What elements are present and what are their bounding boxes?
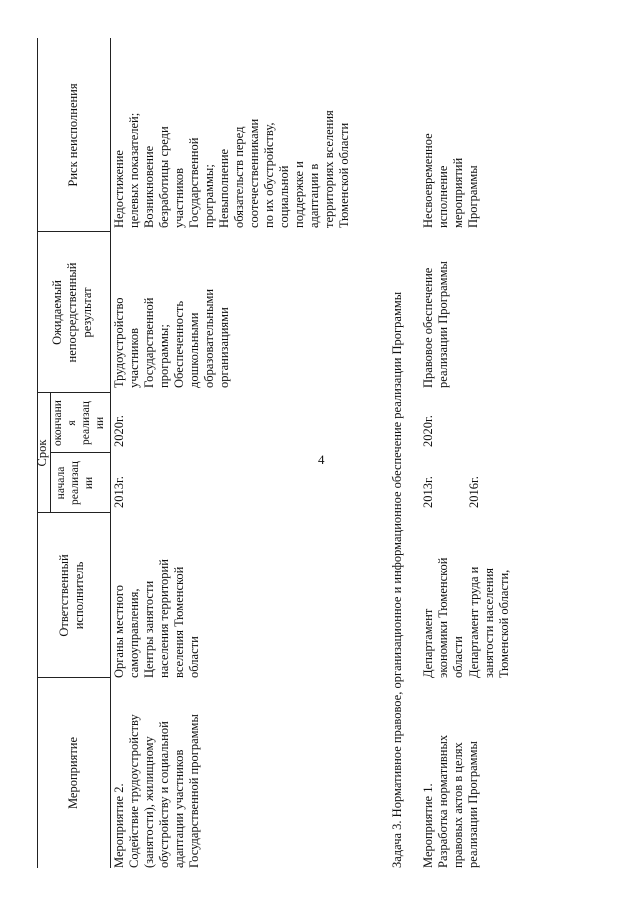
row2-activity: Мероприятие 1. Разработка нормативных правовых актов в целях реализации Программы bbox=[421, 734, 480, 868]
header-activity: Мероприятие bbox=[66, 736, 80, 810]
row1-end: 2020г. bbox=[112, 415, 126, 447]
rotated-table-page bbox=[37, 38, 612, 868]
header-executor: Ответственный исполнитель bbox=[57, 554, 86, 637]
row1-result: Трудоустройство участников Государственной программы; Обеспеченность дошкольными образовательными организациями bbox=[112, 288, 231, 388]
header-result: Ожидаемый непосредственный результат bbox=[50, 262, 94, 363]
header-term: Срок bbox=[35, 439, 49, 467]
row2-risk: Несвоевременное исполнение мероприятий Программы bbox=[421, 133, 480, 228]
row1-start: 2013г. bbox=[112, 476, 126, 508]
row1-activity: Мероприятие 2. Содействие трудоустройству (занятости), жилищному обустройству и социальной адаптации участников Государственной программы bbox=[112, 714, 201, 868]
header-term-end: окончани я реализац ии bbox=[52, 400, 106, 446]
row2-executor-a: Департамент экономики Тюменской области bbox=[421, 557, 465, 678]
header-risk: Риск неисполнения bbox=[66, 83, 80, 187]
row2-executor-b: Департамент труда и занятости населения Тюменской области, bbox=[467, 566, 511, 678]
row2-end: 2020г. bbox=[421, 415, 435, 447]
row1-executor: Органы местного самоуправления, Центры занятости населения территорий вселения Тюменской области bbox=[112, 559, 201, 678]
row1-risk: Недостижение целевых показателей; Возникновение безработицы среди участников Государственной программы; Невыполнение обязательств перед соотечественниками по их обустройству, социальной поддержке и адаптации в территориях вселения Тюменской области bbox=[112, 110, 351, 228]
header-term-start: начала реализац ии bbox=[55, 461, 95, 505]
row2-start-a: 2013г. bbox=[421, 476, 435, 508]
page-number: 4 bbox=[318, 452, 325, 467]
header-bottom-border bbox=[110, 38, 111, 868]
row2-start-b: 2016г. bbox=[467, 476, 481, 508]
row2-result: Правовое обеспечение реализации Программы bbox=[421, 261, 450, 388]
task3-heading: Задача 3. Нормативное правовое, организационное и информационное обеспечение реализации Программы bbox=[390, 291, 404, 868]
